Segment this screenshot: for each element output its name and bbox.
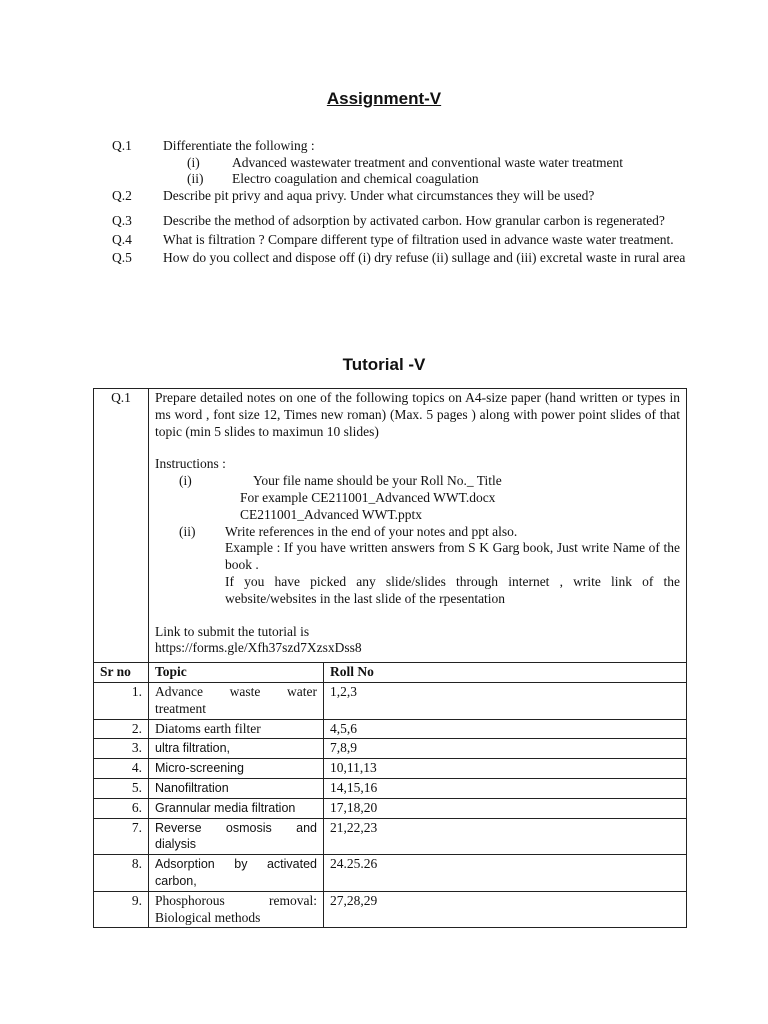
row-sr: 1.: [94, 682, 149, 719]
row-topic: ultra filtration,: [149, 739, 324, 759]
header-roll-no: Roll No: [324, 663, 687, 683]
row-sr: 2.: [94, 719, 149, 739]
question-text: What is filtration ? Compare different type of filtration used in advance waste water treatment.: [163, 231, 674, 247]
instruction-example: Example : If you have written answers from S K Garg book, Just write Name of the book .: [225, 540, 680, 573]
table-row: [94, 739, 687, 759]
row-sr: 5.: [94, 778, 149, 798]
question-2: [112, 188, 692, 205]
row-roll: 7,8,9: [324, 739, 687, 759]
row-topic: Phosphorous removal: Biological methods: [149, 891, 324, 928]
table-row: [94, 855, 687, 892]
instruction-roman: (i): [179, 473, 192, 489]
row-topic: Diatoms earth filter: [149, 719, 324, 739]
table-header-row: [94, 663, 687, 683]
assignment-question-list: [112, 138, 692, 267]
row-roll: 4,5,6: [324, 719, 687, 739]
assignment-title: Assignment-V: [326, 89, 442, 108]
instruction-example: For example CE211001_Advanced WWT.docx: [240, 489, 496, 505]
question-number: Q.2: [112, 187, 132, 203]
question-1: [112, 138, 692, 188]
tutorial-title: Tutorial -V: [342, 355, 426, 374]
sub-question-text: Advanced wastewater treatment and conventional waste water treatment: [232, 154, 623, 170]
instruction-text: Write references in the end of your notes and ppt also.: [225, 523, 518, 539]
tutorial-instructions-row: [94, 389, 687, 663]
row-topic: Reverse osmosis and dialysis: [149, 818, 324, 855]
tutorial-instructions-cell: [149, 389, 687, 663]
row-sr: 7.: [94, 818, 149, 855]
table-row: [94, 891, 687, 928]
instruction-text: Your file name should be your Roll No._ Title: [253, 473, 502, 489]
instruction-roman: (ii): [179, 523, 196, 539]
table-row: [94, 818, 687, 855]
question-number: Q.1: [112, 138, 132, 153]
row-roll: 17,18,20: [324, 798, 687, 818]
question-3: [112, 213, 692, 230]
instruction-2: [155, 524, 680, 541]
row-sr: 3.: [94, 739, 149, 759]
sub-question: [187, 155, 692, 172]
question-5: [112, 250, 692, 267]
question-4: [112, 232, 692, 249]
row-topic: Advance waste water treatment: [149, 682, 324, 719]
submit-link[interactable]: https://forms.gle/Xfh37szd7XzsxDss8: [155, 640, 362, 656]
header-topic: Topic: [149, 663, 324, 683]
question-text: Differentiate the following :: [163, 138, 315, 153]
tutorial-prompt: Prepare detailed notes on one of the following topics on A4-size paper (hand written or types in ms word , font size 12, Times new roman) (Max. 5 pages ) along with power point slides of that topic (min 5 slides to maximun 10 slides): [155, 390, 680, 439]
question-text: How do you collect and dispose off (i) dry refuse (ii) sullage and (iii) excretal waste in rural area: [163, 250, 686, 265]
row-roll: 21,22,23: [324, 818, 687, 855]
sub-question-roman: (ii): [187, 171, 204, 186]
instruction-example: CE211001_Advanced WWT.pptx: [240, 506, 422, 522]
question-number: Q.4: [112, 231, 132, 247]
row-topic: Nanofiltration: [149, 778, 324, 798]
table-row: [94, 682, 687, 719]
question-text: Describe the method of adsorption by activated carbon. How granular carbon is regenerated?: [163, 213, 665, 228]
tutorial-table: [93, 388, 687, 928]
row-topic: Grannular media filtration: [149, 798, 324, 818]
row-sr: 8.: [94, 855, 149, 892]
tutorial-question-number: Q.1: [94, 389, 149, 663]
row-topic: Adsorption by activated carbon,: [149, 855, 324, 892]
question-number: Q.3: [112, 213, 132, 228]
header-sr-no: Sr no: [94, 663, 149, 683]
table-row: [94, 798, 687, 818]
table-row: [94, 719, 687, 739]
sub-question-text: Electro coagulation and chemical coagulation: [232, 171, 479, 186]
row-sr: 6.: [94, 798, 149, 818]
row-sr: 4.: [94, 759, 149, 779]
row-roll: 1,2,3: [324, 682, 687, 719]
sub-question: [187, 171, 692, 188]
row-roll: 14,15,16: [324, 778, 687, 798]
sub-question-roman: (i): [187, 154, 200, 170]
question-number: Q.5: [112, 250, 132, 265]
row-sr: 9.: [94, 891, 149, 928]
row-roll: 27,28,29: [324, 891, 687, 928]
submit-link-label: Link to submit the tutorial is: [155, 623, 310, 639]
row-roll: 10,11,13: [324, 759, 687, 779]
row-roll: 24.25.26: [324, 855, 687, 892]
question-text: Describe pit privy and aqua privy. Under what circumstances they will be used?: [163, 187, 595, 203]
instructions-label: Instructions :: [155, 456, 226, 472]
table-row: [94, 759, 687, 779]
instruction-1: [155, 473, 680, 490]
table-row: [94, 778, 687, 798]
instruction-example: If you have picked any slide/slides through internet , write link of the website/websites in the last slide of the rpesentation: [225, 573, 680, 606]
row-topic: Micro-screening: [149, 759, 324, 779]
